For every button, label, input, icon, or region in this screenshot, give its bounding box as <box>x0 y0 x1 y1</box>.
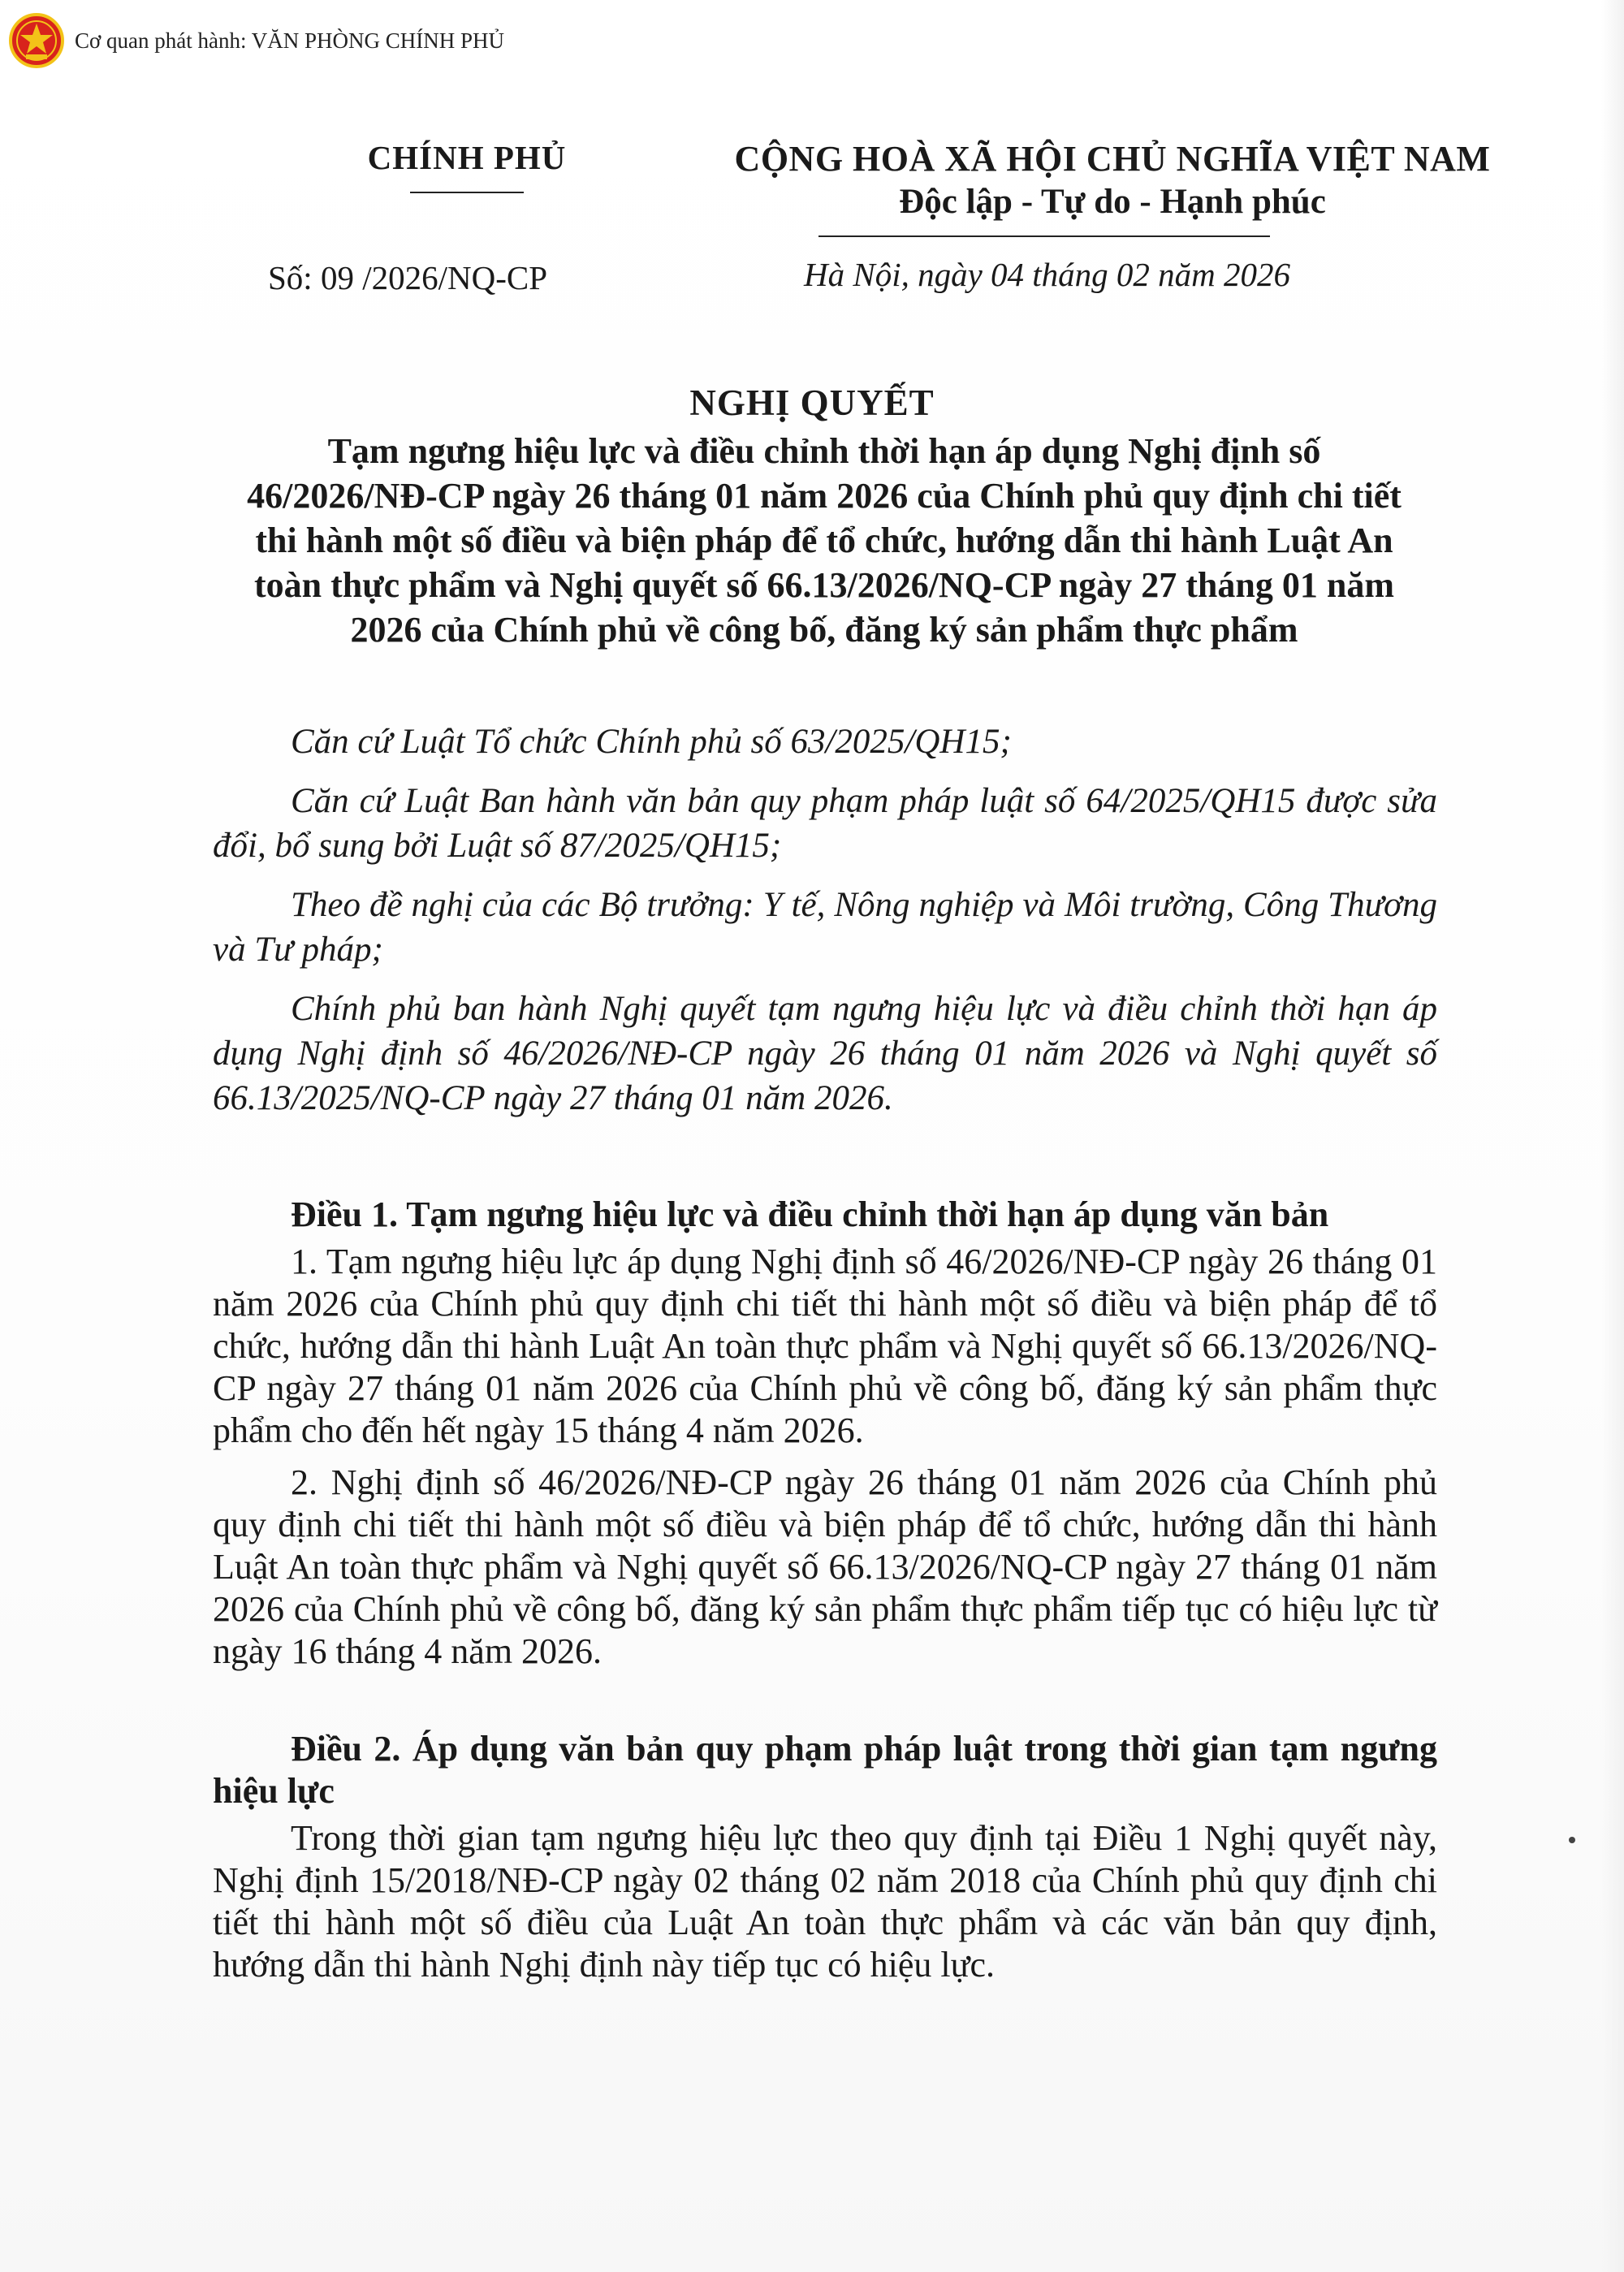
article-2-title: Điều 2. Áp dụng văn bản quy phạm pháp luật trong thời gian tạm ngưng hiệu lực <box>213 1729 1437 1811</box>
issuer-label: Cơ quan phát hành: VĂN PHÒNG CHÍNH PHỦ <box>75 28 505 53</box>
legal-basis-paragraph: Căn cứ Luật Tổ chức Chính phủ số 63/2025/QH15; <box>291 723 1012 761</box>
legal-basis-paragraph: Theo đề nghị của các Bộ trưởng: Y tế, Nông nghiệp và Môi trường, Công Thương và Tư pháp; <box>213 886 1437 969</box>
article-1 <box>213 1194 1437 1682</box>
subject-line: 2026 của Chính phủ về công bố, đăng ký sản phẩm thực phẩm <box>350 610 1298 650</box>
subject-line: toàn thực phẩm và Nghị quyết số 66.13/2026/NQ-CP ngày 27 tháng 01 năm <box>253 565 1394 605</box>
legal-basis-paragraph: Căn cứ Luật Ban hành văn bản quy phạm pháp luật số 64/2025/QH15 được sửa đổi, bổ sung bởi Luật số 87/2025/QH15; <box>213 782 1437 865</box>
issuer-bar <box>8 11 739 70</box>
document-number: Số: 09 /2026/NQ-CP <box>268 259 547 296</box>
government-name-underline <box>410 192 524 193</box>
article-2 <box>213 1728 1437 1996</box>
subject-line: 46/2026/NĐ-CP ngày 26 tháng 01 năm 2026 của Chính phủ quy định chi tiết <box>247 476 1402 516</box>
motto-underline <box>818 235 1270 237</box>
legal-basis-block <box>213 719 1437 1135</box>
government-name: CHÍNH PHỦ <box>367 139 567 176</box>
article-1-clause: 2. Nghị định số 46/2026/NĐ-CP ngày 26 tháng 01 năm 2026 của Chính phủ quy định chi tiết thi hành một số điều và biện pháp để tổ chức, hướng dẫn thi hành Luật An toàn thực phẩm và Nghị quyết số 66.13/2026/NQ-CP ngày 27 tháng 01 năm 2026 của Chính phủ về công bố, đăng ký sản phẩm thực phẩm tiếp tục có hiệu lực từ ngày 16 tháng 4 năm 2026. <box>213 1462 1437 1671</box>
article-1-clause: 1. Tạm ngưng hiệu lực áp dụng Nghị định số 46/2026/NĐ-CP ngày 26 tháng 01 năm 2026 của Chính phủ quy định chi tiết thi hành một số điều và biện pháp để tổ chức, hướng dẫn thi hành Luật An toàn thực phẩm và Nghị quyết số 66.13/2026/NQ-CP ngày 27 tháng 01 năm 2026 của Chính phủ về công bố, đăng ký sản phẩm thực phẩm cho đến hết ngày 15 tháng 4 năm 2026. <box>213 1242 1437 1450</box>
legal-basis-paragraph: Chính phủ ban hành Nghị quyết tạm ngưng hiệu lực và điều chỉnh thời hạn áp dụng Nghị định số 46/2026/NĐ-CP ngày 26 tháng 01 năm 2026 và Nghị quyết số 66.13/2025/NQ-CP ngày 27 tháng 01 năm 2026. <box>213 990 1437 1117</box>
article-2-paragraph: Trong thời gian tạm ngưng hiệu lực theo quy định tại Điều 1 Nghị quyết này, Nghị định 15/2018/NĐ-CP ngày 02 tháng 02 năm 2018 của Chính phủ quy định chi tiết thi hành một số điều của Luật An toàn thực phẩm và các văn bản quy định, hướng dẫn thi hành Nghị định này tiếp tục có hiệu lực. <box>213 1818 1437 1985</box>
national-motto: Độc lập - Tự do - Hạnh phúc <box>899 183 1326 221</box>
scan-speck <box>1569 1837 1575 1843</box>
document-subject <box>195 429 1453 652</box>
subject-line: Tạm ngưng hiệu lực và điều chỉnh thời hạn áp dụng Nghị định số <box>327 431 1321 471</box>
document-type-title: NGHỊ QUYẾT <box>689 382 935 423</box>
document-date: Hà Nội, ngày 04 tháng 02 năm 2026 <box>804 256 1291 293</box>
national-emblem-icon <box>8 12 65 69</box>
national-title: CỘNG HOÀ XÃ HỘI CHỦ NGHĨA VIỆT NAM <box>734 139 1491 179</box>
subject-line: thi hành một số điều và biện pháp để tổ chức, hướng dẫn thi hành Luật An <box>255 520 1393 560</box>
article-1-title: Điều 1. Tạm ngưng hiệu lực và điều chỉnh thời hạn áp dụng văn bản <box>291 1194 1329 1234</box>
